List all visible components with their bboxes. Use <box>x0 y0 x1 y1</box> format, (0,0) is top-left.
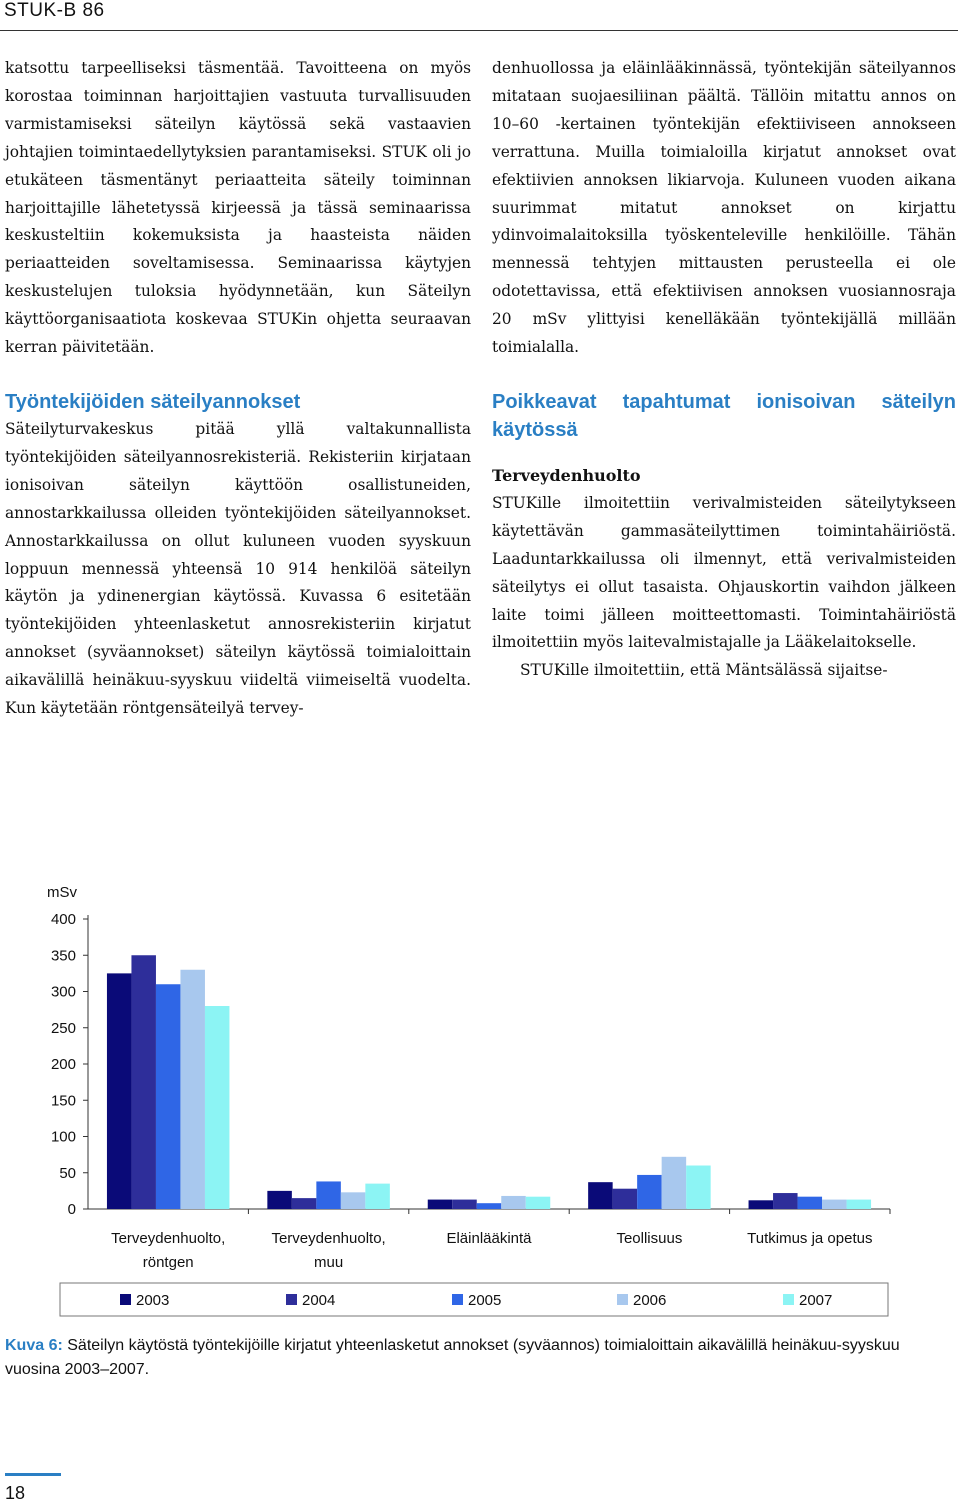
bar-2003-5 <box>749 1200 774 1209</box>
right-paragraph-2: STUKille ilmoitettiin verivalmisteiden säteilytykseen käytettävän gammasäteilyttimen toimintahäiriöstä. Laaduntarkkailussa oli ilmennyt, että verivalmisteiden säteilytys ei ollut tasaista. Ohjauskortin vaihdon jälkeen laite toimi jälleen moitteettomasti. Toimintahäiriöstä ilmoitettiin myös laitevalmistajalle ja Lääkelaitokselle. <box>492 493 956 652</box>
y-tick-label: 400 <box>50 911 76 928</box>
bar-2006-5 <box>822 1200 847 1209</box>
y-tick-label: 300 <box>50 983 76 1001</box>
bar-2007-1 <box>205 1006 230 1209</box>
bar-2006-2 <box>341 1192 366 1209</box>
left-paragraph-1: katsottu tarpeelliseksi täsmentää. Tavoitteena on myös korostaa toiminnan harjoittajien vastuuta turvallisuuden varmistamiseksi säteilyn käytössä sekä vastaavien johtajien toimintaedellytyksien parantamiseksi. STUK oli jo etukäteen täsmentänyt periaatteita säteily toiminnan harjoittajille lähetetyssä kirjeessä ja tässä seminaarissa keskusteltiin kokemuksista ja haasteista näiden periaatteiden soveltamisessa. Seminaarissa käytyjen keskustelujen tuloksia hyödynnetään, kun Säteilyn käyttöorganisaatiota koskevaa STUKin ohjetta seuraavan kerran päivitetään. <box>5 59 471 357</box>
series-header: STUK-B 86 <box>4 0 105 21</box>
header-rule <box>0 30 958 31</box>
legend-label-2007: 2007 <box>799 1292 833 1309</box>
legend-swatch-2003 <box>120 1294 131 1305</box>
y-tick-label: 50 <box>59 1164 76 1182</box>
left-paragraph-2: Säteilyturvakeskus pitää yllä valtakunnallista työntekijöiden säteilyannosrekisteriä. Rekisteriin kirjataan ionisoivan säteilyn käyttöön osallistuneiden, annostarkkailussa olleiden työntekijöiden säteilyannokset. Annostarkkailussa on ollut kuluneen vuoden syyskuun loppuun mennessä yhteensä 10 914 henkilöä säteilyn käytön ja ydinenergian käytössä. Kuvassa 6 esitetään työntekijöiden yhteenlasketut annosrekisteriin kirjatut annokset (syväannokset) säteilyn käytössä toimialoittain aikavälillä heinäkuu-syyskuu viideltä viimeiseltä vuodelta. Kun käytetään röntgensäteilyä tervey- <box>5 419 471 718</box>
x-category-label: röntgen <box>142 1254 194 1271</box>
bar-2005-4 <box>637 1175 662 1209</box>
legend-label-2004: 2004 <box>302 1292 336 1309</box>
bar-2006-3 <box>501 1196 526 1209</box>
bar-2003-3 <box>428 1200 453 1209</box>
section-heading-incidents: Poikkeavat tapahtumat ionisoivan säteilyn käytössä <box>492 390 956 441</box>
bar-2005-5 <box>798 1197 823 1209</box>
y-tick-label: 0 <box>67 1201 76 1218</box>
bar-2004-3 <box>452 1200 477 1209</box>
legend-swatch-2004 <box>286 1294 297 1305</box>
bar-2006-1 <box>180 970 205 1209</box>
bar-2003-4 <box>588 1182 613 1209</box>
legend-swatch-2006 <box>617 1294 628 1305</box>
bar-2007-5 <box>847 1200 872 1209</box>
left-column <box>5 55 471 723</box>
y-tick-label: 250 <box>50 1019 76 1037</box>
legend-label-2005: 2005 <box>468 1292 502 1309</box>
legend-swatch-2007 <box>783 1294 794 1305</box>
legend-swatch-2005 <box>452 1294 463 1305</box>
legend-label-2006: 2006 <box>633 1292 667 1309</box>
x-category-label: muu <box>314 1254 344 1271</box>
bar-2005-3 <box>477 1203 502 1209</box>
footer-rule <box>5 1473 61 1476</box>
bar-2004-2 <box>292 1198 317 1209</box>
right-column <box>492 55 956 685</box>
dose-bar-chart <box>0 870 960 1325</box>
y-tick-label: 150 <box>50 1092 76 1110</box>
bar-2004-1 <box>131 955 156 1209</box>
y-tick-label: 200 <box>50 1056 76 1073</box>
x-category-label: Eläinlääkintä <box>446 1230 532 1247</box>
bar-2004-5 <box>773 1193 798 1209</box>
bar-2003-1 <box>107 973 132 1209</box>
x-category-label: Tutkimus ja opetus <box>747 1230 873 1247</box>
y-axis-label: mSv <box>47 884 77 901</box>
bar-2007-3 <box>526 1197 551 1209</box>
bar-2005-2 <box>316 1181 341 1209</box>
page-number: 18 <box>5 1483 26 1503</box>
right-paragraph-3: STUKille ilmoitettiin, että Mäntsälässä sijaitse- <box>520 661 888 680</box>
legend-label-2003: 2003 <box>136 1292 170 1309</box>
figure-label: Kuva 6: <box>5 1337 63 1354</box>
right-paragraph-1: denhuollossa ja eläinlääkinnässä, työntekijän säteilyannos mitataan suojaesiliinan päältä. Tällöin mitattu annos on 10–60 -kertainen työntekijän efektiiviseen annokseen verrattuna. Muilla toimialoilla kirjatut annokset ovat efektiivien annoksen likiarvoja. Kuluneen vuoden aikana suurimmat mitatut annokset on kirjattu ydinvoimalaitoksilla työskenteleville henkilöille. Tähän mennessä tehtyjen mittausten perusteella ei ole odotettavissa, että efektiivisen annoksen vuosiannosraja 20 mSv ylittyisi kenelläkään työntekijällä millään toimialalla. <box>492 59 956 357</box>
y-tick-label: 100 <box>50 1128 76 1146</box>
section-heading-doses: Työntekijöiden säteilyannokset <box>5 390 301 413</box>
bar-2004-4 <box>613 1189 638 1209</box>
x-category-label: Terveydenhuolto, <box>111 1230 226 1247</box>
x-category-label: Terveydenhuolto, <box>271 1230 386 1247</box>
bar-2007-2 <box>365 1184 390 1209</box>
bar-2006-4 <box>662 1157 687 1209</box>
subheading-healthcare: Terveydenhuolto <box>492 465 641 485</box>
x-category-label: Teollisuus <box>616 1230 683 1247</box>
figure-caption <box>5 1334 945 1382</box>
figure-caption-text: Säteilyn käytöstä työntekijöille kirjatut yhteenlasketut annokset (syväannos) toimialoittain aikavälillä heinäkuu-syyskuu vuosina 2003–2007. <box>5 1337 900 1378</box>
bar-2003-2 <box>267 1191 292 1209</box>
bar-2005-1 <box>156 984 181 1209</box>
y-tick-label: 350 <box>50 947 76 965</box>
bar-2007-4 <box>686 1166 711 1210</box>
